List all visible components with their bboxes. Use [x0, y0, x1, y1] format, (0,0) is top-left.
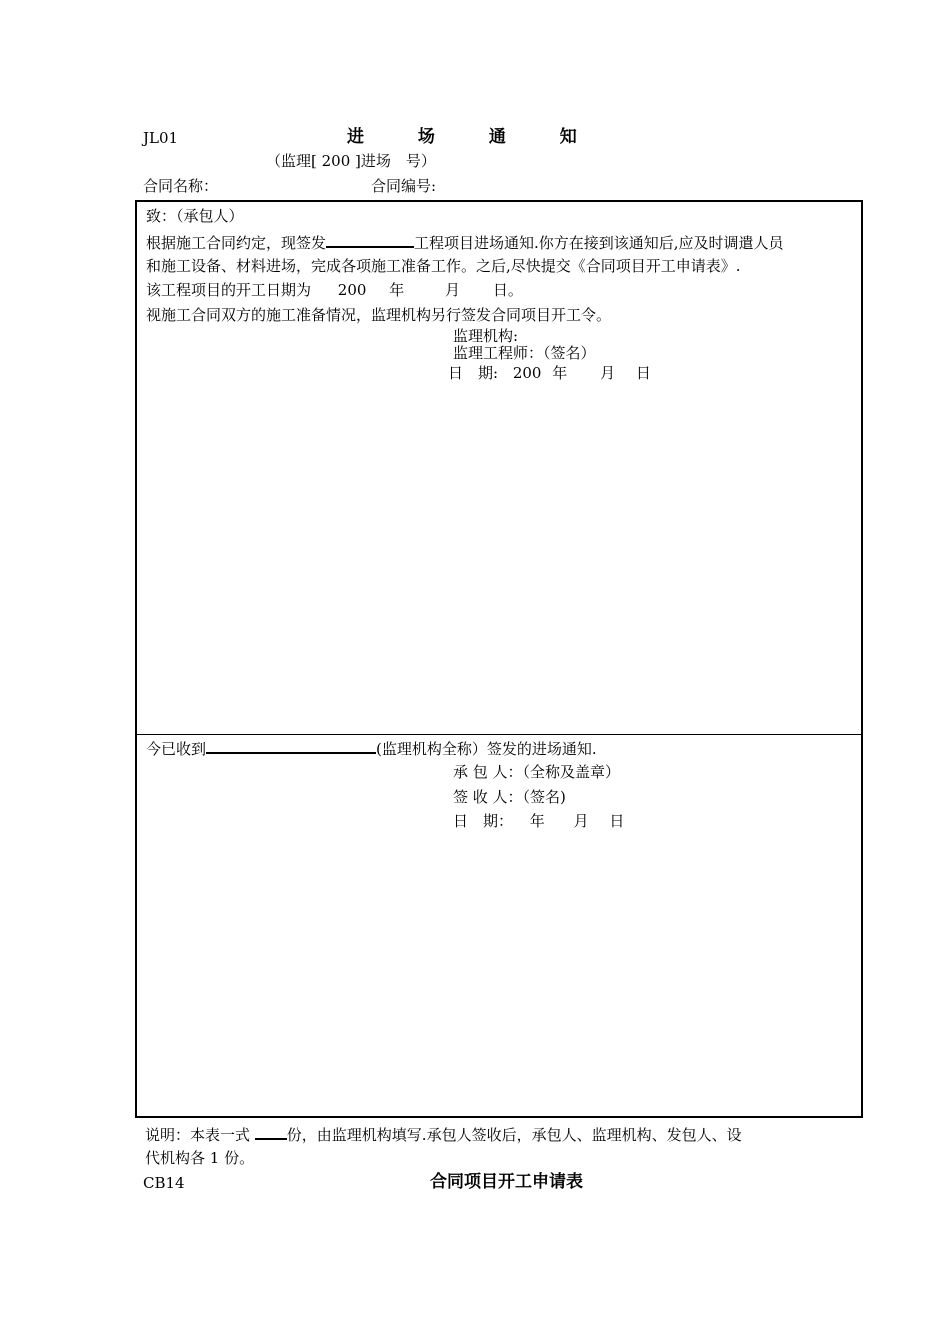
supervision-engineer-label: 监理工程师：（签名） [453, 344, 596, 362]
next-form-title: 合同项目开工申请表 [430, 1172, 583, 1192]
contract-name-label: 合同名称： [143, 177, 219, 195]
receipt-date-line [453, 812, 624, 830]
project-name-blank[interactable] [326, 232, 414, 248]
receiver-label: 签 收 人：（签名) [453, 788, 566, 806]
start-date-year: 年 [389, 281, 405, 299]
next-form-code: CB14 [143, 1174, 185, 1192]
notice-form-box [135, 200, 863, 1118]
notice-paragraph-2: 和施工设备、材料进场，完成各项施工准备工作。之后,尽快提交《合同项目开工申请表》. [146, 257, 741, 275]
notice-paragraph-4: 视施工合同双方的施工准备情况，监理机构另行签发合同项目开工令。 [146, 306, 612, 324]
footer-note-middle: 份，由监理机构填写.承包人签收后，承包人、监理机构、发包人、设 [286, 1126, 742, 1144]
supervision-org-label: 监理机构: [453, 327, 519, 345]
footer-note-line-2: 代机构各 1 份。 [145, 1149, 255, 1167]
receipt-line [146, 738, 597, 758]
notice-date-year-prefix: 200 [512, 364, 542, 382]
receipt-date-label: 日 期： [453, 812, 514, 830]
receipt-end: (监理机构全称）签发的进场通知. [376, 740, 597, 758]
notice-date-line [448, 364, 651, 382]
addressee-line: 致：（承包人） [146, 207, 244, 225]
notice-date-year: 年 [552, 364, 568, 382]
notice-p1-end: 工程项目进场通知.你方在接到该通知后,应及时调遣人员 [414, 234, 784, 252]
start-date-day: 日。 [492, 281, 523, 299]
receipt-date-month: 月 [573, 812, 589, 830]
contract-no-label: 合同编号: [371, 177, 437, 195]
start-date-label: 该工程项目的开工日期为 [146, 281, 312, 299]
copies-blank[interactable] [255, 1124, 287, 1140]
start-date-month: 月 [445, 281, 461, 299]
section-divider [137, 734, 861, 735]
notice-date-day: 日 [635, 364, 651, 382]
notice-paragraph-3 [146, 281, 523, 299]
start-date-year-prefix: 200 [337, 281, 367, 299]
form-code: JL01 [143, 129, 179, 147]
notice-paragraph-1 [146, 232, 784, 252]
contractor-label: 承 包 人：（全称及盖章） [453, 763, 621, 781]
footer-note-line-1 [145, 1124, 742, 1144]
receipt-date-year: 年 [529, 812, 545, 830]
receipt-date-day: 日 [609, 812, 625, 830]
supervision-org-name-blank[interactable] [206, 738, 376, 754]
footer-note-start: 说明：本表一式 [145, 1126, 251, 1144]
notice-date-month: 月 [600, 364, 616, 382]
receipt-start: 今已收到 [146, 740, 207, 758]
notice-date-label: 日 期: [448, 364, 499, 382]
notice-p1-start: 根据施工合同约定，现签发 [146, 234, 327, 252]
notice-number: （监理[ 200 ]进场 号） [266, 152, 436, 170]
page-title: 进 场 通 知 [347, 127, 601, 147]
